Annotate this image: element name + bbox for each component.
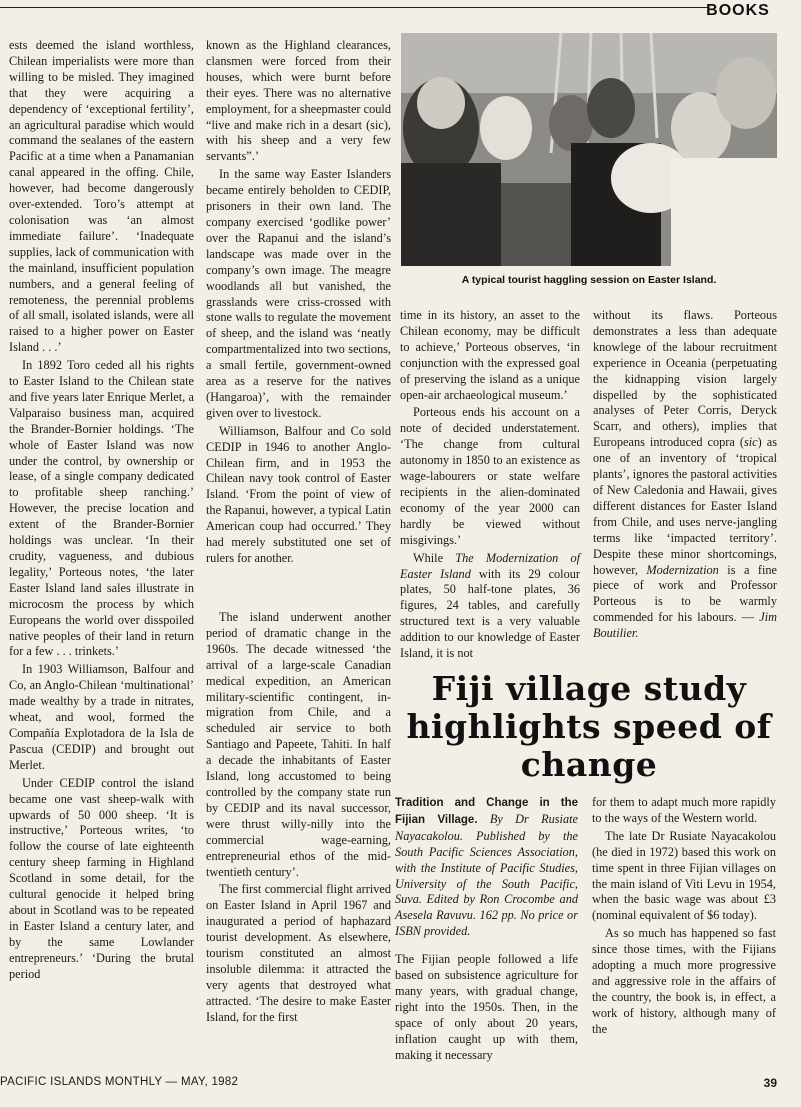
footer-publication: PACIFIC ISLANDS MONTHLY — MAY, 1982: [0, 1076, 239, 1088]
section-label: BOOKS: [706, 2, 770, 19]
tourist-photo: [401, 33, 777, 266]
paragraph: In 1903 Williamson, Balfour and Co, an Anglo-Chilean ‘multinational’ made wealthy by a trade in nitrates, wheat, and wool, formed the Compañía Explotadora de la Isla de Pascua (CEDIP) and brought out Merlet.: [9, 662, 194, 772]
review-title: Tradition and Change in the Fijian Village.: [395, 797, 578, 826]
column-1: [9, 38, 194, 1066]
paragraph: The first commercial flight arrived on Easter Island in April 1967 and inaugurated a period of haphazard tourist development. As elsewhere, tourism constituted an almost insoluble dilemma: it attracted the very agents that destroyed what attracted. ‘The desire to make Easter Island, for the first: [206, 882, 391, 1024]
photo-caption: A typical tourist haggling session on Easter Island.: [461, 274, 717, 286]
review-meta: By Dr Rusiate Nayacakolou. Published by the South Pacific Sciences Association, with the Institute of Pacific Studies, University of the South Pacific, Suva. Edited by Ron Crocombe and Asesela Ravuvu. 162 pp. No price or ISBN provided.: [395, 811, 578, 939]
paragraph: [593, 308, 777, 642]
text-run: ) as one of an inventory of ‘tropical plants’, ignores the pastoral activities of New Caledonia and Hawaii, gives different distances for Easter Island from Chile, and uses nerve-jangling terms like ‘impacted territory’. Despite these minor shortcomings, however,: [593, 435, 777, 577]
paragraph: [400, 551, 580, 662]
paragraph: As so much has happened so fast since those times, with the Fijians adopting a much more progressive and aggressive role in the affairs of the country, the book is, in effect, a work of history, although many of the: [592, 926, 776, 1036]
column-2-lower: [206, 610, 391, 1066]
text-run: with its 29 colour plates, 50 half-tone plates, 36 figures, 24 tables, and carefully structured text is a very valuable addition to our knowledge of Easter Island, it is not: [400, 566, 580, 661]
column-4: [593, 308, 777, 653]
book-title: The Modernization of Easter Island: [400, 550, 581, 581]
text-run: is a fine piece of work and Professor Porteous is to be warmly commended for his labours. —: [593, 562, 777, 625]
article-headline: Fiji village study highlights speed of change: [406, 669, 772, 784]
text-run: While: [413, 550, 456, 565]
column-2: [206, 38, 391, 610]
book-title: Modernization: [646, 562, 719, 577]
paragraph: for them to adapt much more rapidly to the ways of the Western world.: [592, 795, 776, 825]
photo-illustration: [401, 33, 777, 266]
page-number: 39: [763, 1076, 777, 1090]
paragraph: The late Dr Rusiate Nayacakolou (he died in 1972) based this work on time spent in three Fijian villages on the main island of Viti Levu in 1954, when the basic wage was about £3 (nominal equivalent of $6 today).: [592, 828, 776, 923]
paragraph: time in its history, an asset to the Chilean economy, may be difficult to achieve,’ Porteous observes, ‘in conjunction with the expressed goal of preserving the island as a unique open-air archaeological museum.’: [400, 308, 580, 402]
top-rule: [0, 7, 708, 8]
sic-note: sic: [743, 435, 758, 450]
paragraph: In the same way Easter Islanders became entirely beholden to CEDIP, prisoners in their own land. The company exercised ‘godlike power’ over the Rapanui and the island’s landscape was made over in the company’s own image. The meagre woodlands all but vanished, the grasslands were criss-crossed with stone walls to regulate the movement of sheep, and the island was ‘neatly compartmentalized into two sections, a small fertile, government-owned area as a reserve for the natives (Hangaroa)’, with the remainder given over to livestock.: [206, 167, 391, 420]
paragraph: The Fijian people followed a life based on subsistence agriculture for many years, with gradual change, right into the 1950s. Then, in the space of only about 20 years, inflation caught up with them, making it necessary: [395, 952, 578, 1062]
column-3: [400, 308, 581, 661]
paragraph: known as the Highland clearances, clansmen were forced from their houses, which were burnt before their eyes. There was no alternative employment, for a sheepmaster could “live and make rich in a desart (sic), with his sheep and a very few servants”.’: [206, 38, 391, 164]
paragraph: Porteous ends his account on a note of decided understatement. ‘The change from cultural autonomy in 1850 to an existence as wage-labourers or state welfare recipients in the alien-dominated economy of the year 2000 can hardly be viewed without misgivings.’: [400, 405, 580, 547]
paragraph: The island underwent another period of dramatic change in the 1960s. The decade witnessed ‘the arrival of a large-scale Canadian medical expedition, an American military-scientific contingent, in-migration from Chile, and a scheduled air service to both Santiago and Papeete, Tahiti. In half a decade the inhabitants of Easter Island, long accustomed to being controlled by the company state run by CEDIP and its naval successor, were thrust willy-nilly into the commercial wage-earning, entrepreneurial ethos of the mid-twentieth century’.: [206, 610, 391, 879]
reviewer-name: Jim Boutilier.: [593, 610, 777, 641]
review-header: [395, 795, 578, 940]
paragraph: Under CEDIP control the island became one vast sheep-walk with upwards of 50 000 sheep. ‘It is instructive,’ Porteous writes, ‘to follow the course of late eighteenth century sheep farming in Highland Scotland in some detail, for the cultural genocide it helped bring about in Scotland was to be repeated in Easter Island a century later, and by the same Lowlander entrepreneurs.’ ‘During the brutal period: [9, 775, 194, 981]
column-5: [395, 795, 578, 1069]
paragraph: In 1892 Toro ceded all his rights to Easter Island to the Chilean state and five years later Enrique Merlet, a Valparaiso business man, acquired the Brander-Bornier holdings. ‘The whole of Easter Island was now under the control, by ownership or lease, of a single company dedicated to profitable sheep ranching.’ However, the precise location and extent of the Brander-Bornier holdings was unclear. ‘In their crudity, vagueness, and dubious legality,’ Porteous notes, ‘the later Easter Island land sales illustrate in microcosm the process by which Europeans the world over disspoiled native peoples of their land in return for a few . . . trinkets.’: [9, 358, 194, 659]
paragraph: ests deemed the island worthless, Chilean imperialists were more than willing to be misled. They imagined that they were acquiring a dependency of ‘exceptional fertility’, an agricultural paradise which would command the sealanes of the eastern Pacific at a time when a Panamanian canal appeared in the offing. Chile, however, had become dangerously over-extended. Toro’s attempt at colonisation was ‘an almost immediate failure’. ‘Inadequate supplies, lack of communication with the mainland, insufficient population numbers, and a general feeling of remoteness, the perennial problems of all small, isolated islands, were all raised to a higher power on Easter Island . . .’: [9, 38, 194, 355]
text-run: without its flaws. Porteous demonstrates a less than adequate knowlege of the labour recruitment experience in Oceania (perpetuating the kidnapping vision largely dispelled by the sophisticated analyses of Peter Corris, Deryck Scarr, and others), implies that Europeans introduced copra (: [593, 308, 777, 450]
paragraph: Williamson, Balfour and Co sold CEDIP in 1946 to another Anglo-Chilean firm, and in 1953 the Chilean navy took control of Easter Island. ‘From the point of view of the Rapanui, however, a typical Latin American coup had occurred.’ They had merely substituted one set of rulers for another.: [206, 423, 391, 565]
column-6: [592, 795, 776, 1069]
